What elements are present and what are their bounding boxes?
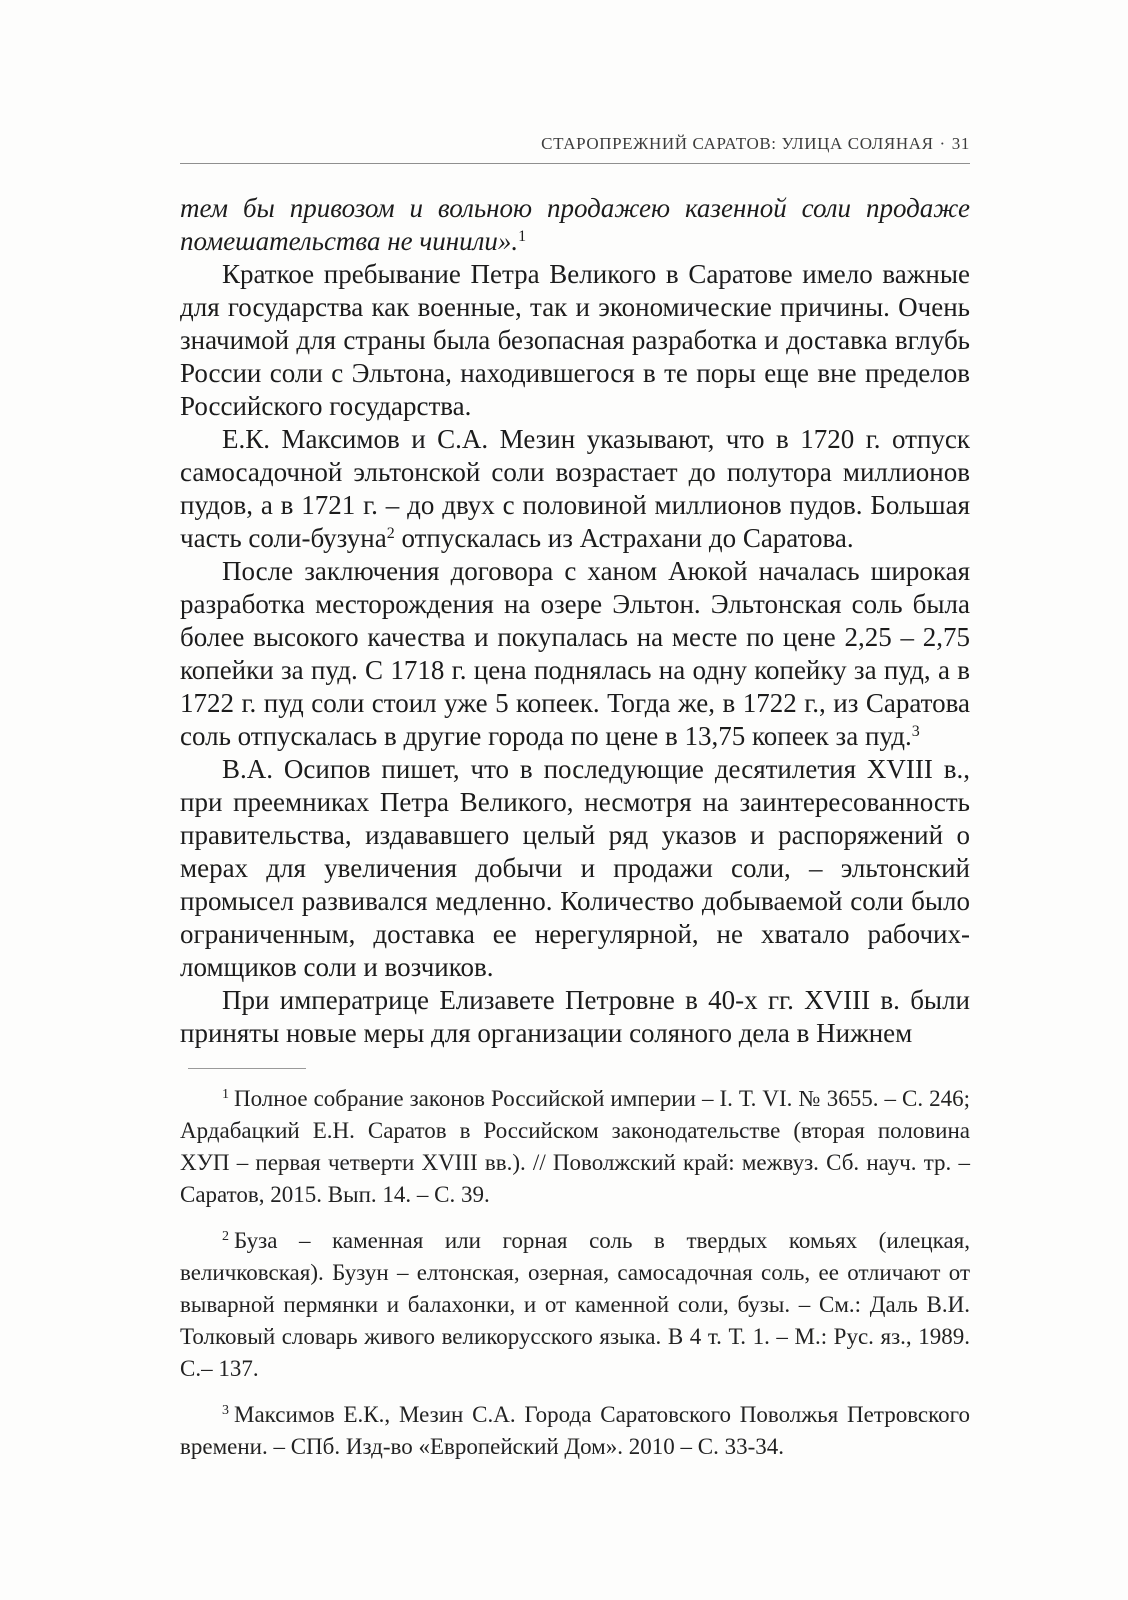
body-text [180,192,970,1050]
footnote-text: Максимов Е.К., Мезин С.А. Города Саратовского Поволжья Петровского времени. – СПб. Изд-во «Европейский Дом». 2010 – С. 33-34. [180,1402,970,1459]
paragraph-text: После заключения договора с ханом Аюкой началась широкая разработка месторождения на озере Эльтон. Эльтонская соль была более высокого качества и покупалась на месте по цене 2,25 – 2,75 копейки за пуд. С 1718 г. цена поднялась на одну копейку за пуд, а в 1722 г. пуд соли стоил уже 5 копеек. Тогда же, в 1722 г., из Саратова соль отпускалась в другие города по цене в 13,75 копеек за пуд. [180,556,970,751]
running-title: СТАРОПРЕЖНИЙ САРАТОВ: УЛИЦА СОЛЯНАЯ [541,134,934,153]
footnote-number: 1 [222,1087,229,1102]
footnote [180,1083,970,1211]
footnote-text: Буза – каменная или горная соль в твердых комьях (илецкая, величковская). Бузун – елтонская, озерная, самосадочная соль, ее отличают от выварной пермянки и балахонки, и от каменной соли, бузы. – См.: Даль В.И. Толковый словарь живого великорусского языка. В 4 т. Т. 1. – М.: Рус. яз., 1989. С.– 137. [180,1228,970,1381]
paragraph-text: При императрице Елизавете Петровне в 40-х гг. XVIII в. были приняты новые меры для организации соляного дела в Нижнем [180,985,970,1048]
footnote-text: Полное собрание законов Российской империи – I. Т. VI. № 3655. – С. 246; Ардабацкий Е.Н. Саратов в Российском законодательстве (вторая половина ХУП – первая четверти XVIII вв.). // Поволжский край: межвуз. Сб. науч. тр. – Саратов, 2015. Вып. 14. – С. 39. [180,1086,970,1207]
footnote [180,1225,970,1385]
paragraphs [180,192,970,1050]
footnote-separator [188,1068,306,1069]
paragraph-text: Краткое пребывание Петра Великого в Саратове имело важные для государства как военные, так и экономические причины. Очень значимой для страны была безопасная разработка и доставка вглубь России соли с Эльтона, находившегося в те поры еще вне пределов Российского государства. [180,259,970,421]
header-separator: · [939,134,946,153]
page-number: 31 [951,134,970,153]
paragraph [180,258,970,423]
paragraph-text: отпускалась из Астрахани до Саратова. [394,523,854,553]
paragraph [180,753,970,984]
footnote-ref: 1 [518,228,527,245]
footnote-list [180,1083,970,1463]
footnote-number: 3 [222,1403,229,1418]
footnote [180,1399,970,1463]
paragraph-text: Е.К. Максимов и С.А. Мезин указывают, что в 1720 г. отпуск самосадочной эльтонской соли возрастает до полутора миллионов пудов, а в 1721 г. – до двух с половиной миллионов пудов. Большая часть соли-бузуна [180,424,970,553]
paragraph [180,984,970,1050]
footnote-number: 2 [222,1229,229,1244]
footnotes-section [180,1068,970,1463]
page-header [180,133,970,164]
footnote-ref: 3 [911,723,920,740]
footnote-ref: 2 [386,525,395,542]
paragraph [180,192,970,258]
paragraph-text: тем бы привозом и вольною продажею казенной соли продаже помешательства не чинили». [180,193,970,256]
paragraph [180,555,970,753]
paragraph-text: В.А. Осипов пишет, что в последующие десятилетия XVIII в., при преемниках Петра Великого, несмотря на заинтересованность правительства, издававшего целый ряд указов и распоряжений о мерах для увеличения добычи и продажи соли, – эльтонский промысел развивался медленно. Количество добываемой соли было ограниченным, доставка ее нерегулярной, не хватало рабочих-ломщиков соли и возчиков. [180,754,970,982]
running-head [180,133,970,155]
header-rule [180,163,970,164]
paragraph [180,423,970,555]
